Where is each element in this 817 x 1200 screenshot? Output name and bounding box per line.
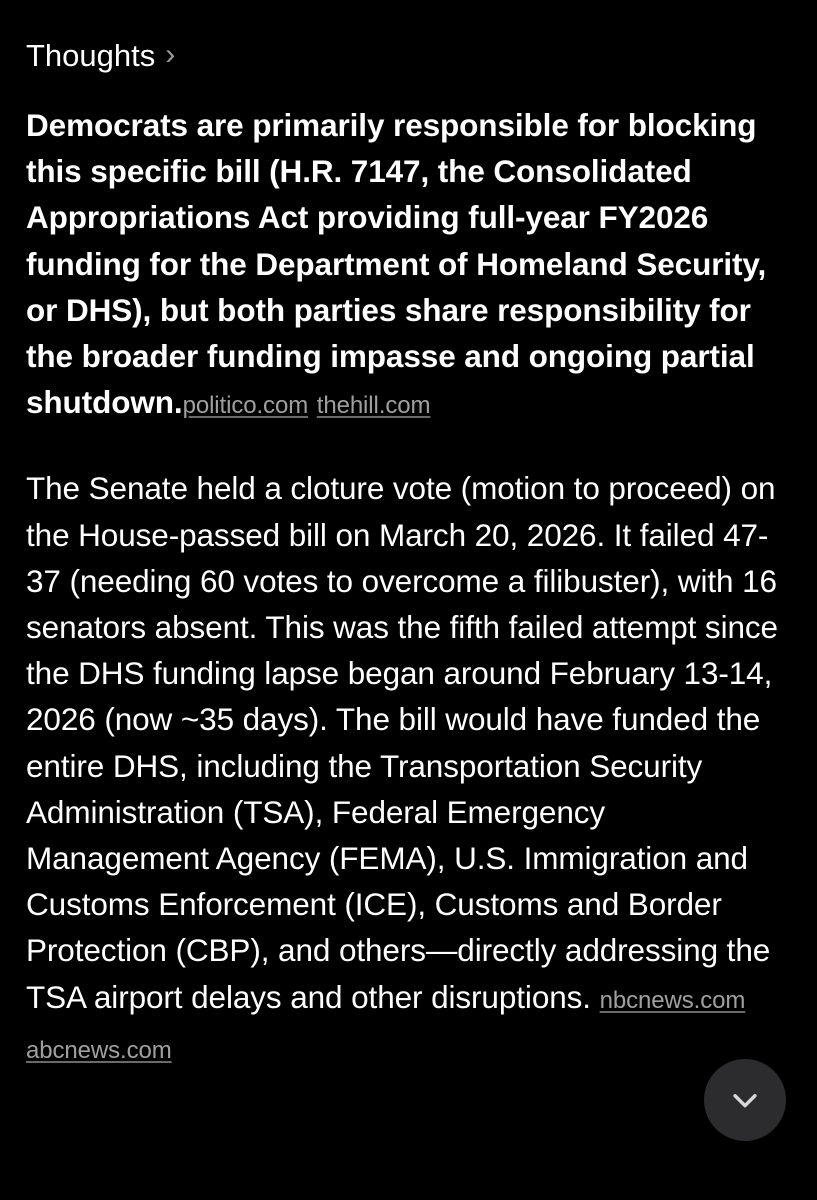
source-link-politico[interactable]: politico.com (182, 392, 309, 420)
detail-paragraph (26, 465, 796, 1074)
scroll-to-bottom-button[interactable] (704, 1059, 786, 1141)
response-content (26, 102, 796, 1074)
summary-text: Democrats are primarily responsible for blocking this specific bill (H.R. 7147, the Consolidated Appropriations Act providing full-year FY2026 funding for the Department of Homeland Security, or DHS), but both parties share responsibility for the broader funding impasse and ongoing partial shutdown. (26, 107, 767, 421)
source-link-nbcnews[interactable]: nbcnews.com (599, 986, 746, 1014)
source-link-abcnews[interactable]: abcnews.com (26, 1036, 172, 1064)
chevron-down-icon (728, 1083, 762, 1117)
source-link-thehill[interactable]: thehill.com (316, 392, 431, 420)
thoughts-toggle[interactable] (26, 34, 175, 78)
thoughts-title: Thoughts (26, 38, 156, 73)
detail-text: The Senate held a cloture vote (motion to proceed) on the House-passed bill on March 20, 2026. It failed 47-37 (needing 60 votes to overcome a filibuster), with 16 senators absent. This was the fifth failed attempt since the DHS funding lapse began around February 13-14, 2026 (now ~35 days). The bill would have funded the entire DHS, including the Transportation Security Administration (TSA), Federal Emergency Management Agency (FEMA), U.S. Immigration and Customs Enforcement (ICE), Customs and Border Protection (CBP), and others—directly addressing the TSA airport delays and other disruptions. (26, 470, 778, 1015)
chevron-right-icon: › (165, 38, 176, 71)
summary-paragraph (26, 102, 796, 429)
